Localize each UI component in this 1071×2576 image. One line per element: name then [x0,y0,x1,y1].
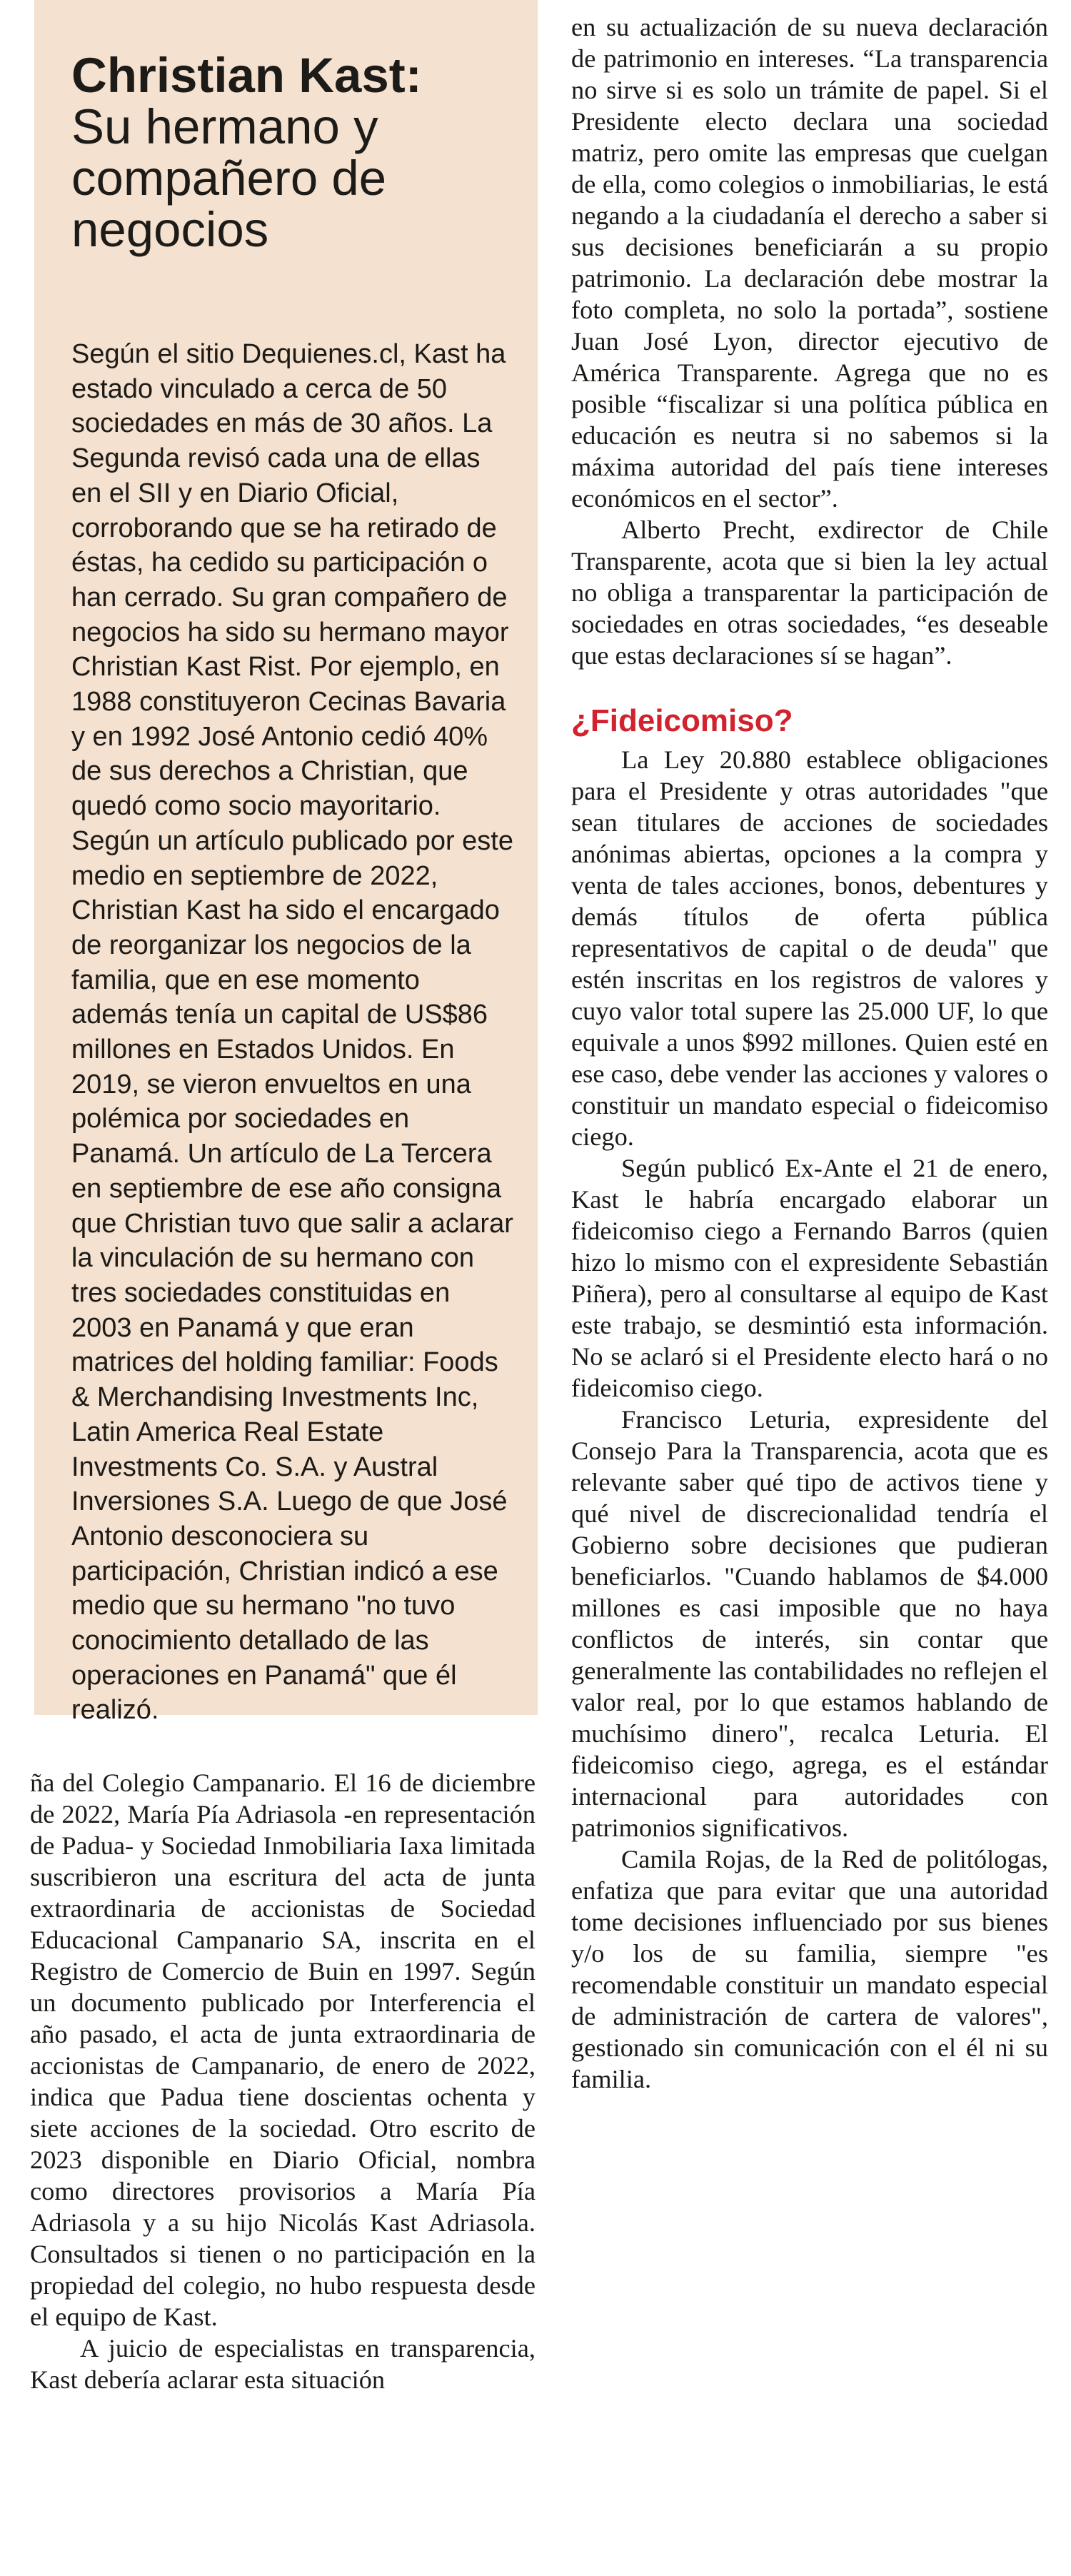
article-paragraph: ña del Colegio Campanario. El 16 de diciembre de 2022, María Pía Adriasola -en representación de Padua- y Sociedad Inmobiliaria Iaxa limitada suscribieron una escritura del acta de junta extraordinaria de accionistas de Sociedad Educacional Campanario SA, inscrita en el Registro de Comercio de Buin en 1997. Según un documento publicado por Interferencia el año pasado, el acta de junta extraordinaria de accionistas de Campanario, de enero de 2022, indica que Padua tiene doscientas ochenta y siete acciones de la sociedad. Otro escrito de 2023 disponible en Diario Oficial, nombra como directores provisorios a María Pía Adriasola y a su hijo Nicolás Kast Adriasola. Consultados si tienen o no participación en la propiedad del colegio, no hubo respuesta desde el equipo de Kast. [30,1769,536,2331]
right-column [571,11,1048,2095]
article-paragraph: Francisco Leturia, expresidente del Consejo Para la Transparencia, acota que es relevante saber qué tipo de activos tiene y qué nivel de discrecionalidad tendría el Gobierno sobre decisiones que pudieran beneficiarlos. "Cuando hablamos de $4.000 millones es casi imposible que no haya conflictos de interés, sin contar que generalmente las contabilidades no reflejen el valor real, por lo que estamos hablando de muchísimo dinero", recalca Leturia. El fideicomiso ciego, agrega, es el estándar internacional para autoridades con patrimonios significativos. [571,1405,1048,1842]
article-paragraph: Alberto Precht, exdirector de Chile Transparente, acota que si bien la ley actual no obliga a transparentar la participación de sociedades en otras sociedades, “es deseable que estas declaraciones sí se hagan”. [571,515,1048,670]
article-paragraph: La Ley 20.880 establece obligaciones para el Presidente y otras autoridades "que sean titulares de acciones de sociedades anónimas abiertas, opciones a la compra y venta de tales acciones, bonos, debentures y demás títulos de oferta pública representativos de capital o de deuda" que estén inscritas en los registros de valores y cuyo valor total supere las 25.000 UF, lo que equivale a unos $992 millones. Quien esté en ese caso, debe vender las acciones y valores o constituir un mandato especial o fideicomiso ciego. [571,745,1048,1151]
article-paragraph: Según publicó Ex-Ante el 21 de enero, Kast le habría encargado elaborar un fideicomiso ciego a Fernando Barros (quien hizo lo mismo con el expresidente Sebastián Piñera), pero al consultarse al equipo de Kast este trabajo, se desmintió esta información. No se aclaró si el Presidente electo hará o no fideicomiso ciego. [571,1154,1048,1402]
article-paragraph: A juicio de especialistas en transparencia, Kast debería aclarar esta situación [30,2334,536,2394]
article-paragraph: en su actualización de su nueva declaración de patrimonio en intereses. “La transparencia no sirve si es solo un trámite de papel. Si el Presidente electo declara una sociedad matriz, pero omite las empresas que cuelgan de ella, como colegios o inmobiliarias, le está negando a la ciudadanía el derecho a saber si sus decisiones beneficiarán a su propio patrimonio. La declaración debe mostrar la foto completa, no solo la portada”, sostiene Juan José Lyon, director ejecutivo de América Transparente. Agrega que no es posible “fiscalizar si una política pública en educación es neutra si no sabemos si la máxima autoridad del país tiene intereses económicos en el sector”. [571,13,1048,513]
left-column-continuation [30,1767,536,2395]
section-heading: ¿Fideicomiso? [571,703,793,738]
article-paragraph: Camila Rojas, de la Red de politólogas, enfatiza que para evitar que una autoridad tome decisiones influenciado por sus bienes y/o los de su familia, siempre "es recomendable constituir un mandato especial de administración de cartera de valores", gestionado sin comunicación con el él ni su familia. [571,1845,1048,2093]
sidebar-title-bold: Christian Kast: [71,48,422,103]
sidebar-title [71,50,516,256]
sidebar-body: Según el sitio Dequienes.cl, Kast ha estado vinculado a cerca de 50 sociedades en más de 30 años. La Segunda revisó cada una de ellas en el SII y en Diario Oficial, corroborando que se ha retirado de éstas, ha cedido su participación o han cerrado. Su gran compañero de negocios ha sido su hermano mayor Christian Kast Rist. Por ejemplo, en 1988 constituyeron Cecinas Bavaria y en 1992 José Antonio cedió 40% de sus derechos a Christian, que quedó como socio mayoritario. Según un artículo publicado por este medio en septiembre de 2022, Christian Kast ha sido el encargado de reorganizar los negocios de la familia, que en ese momento además tenía un capital de US$86 millones en Estados Unidos. En 2019, se vieron envueltos en una polémica por sociedades en Panamá. Un artículo de La Tercera en septiembre de ese año consigna que Christian tuvo que salir a aclarar la vinculación de su hermano con tres sociedades constituidas en 2003 en Panamá y que eran matrices del holding familiar: Foods & Merchandising Investments Inc, Latin America Real Estate Investments Co. S.A. y Austral Inversiones S.A. Luego de que José Antonio desconociera su participación, Christian indicó a ese medio que su hermano "no tuvo conocimiento detallado de las operaciones en Panamá" que él realizó. [71,339,513,1726]
sidebar-box [34,0,538,1726]
sidebar-title-rest: Su hermano y compañero de negocios [71,99,387,257]
